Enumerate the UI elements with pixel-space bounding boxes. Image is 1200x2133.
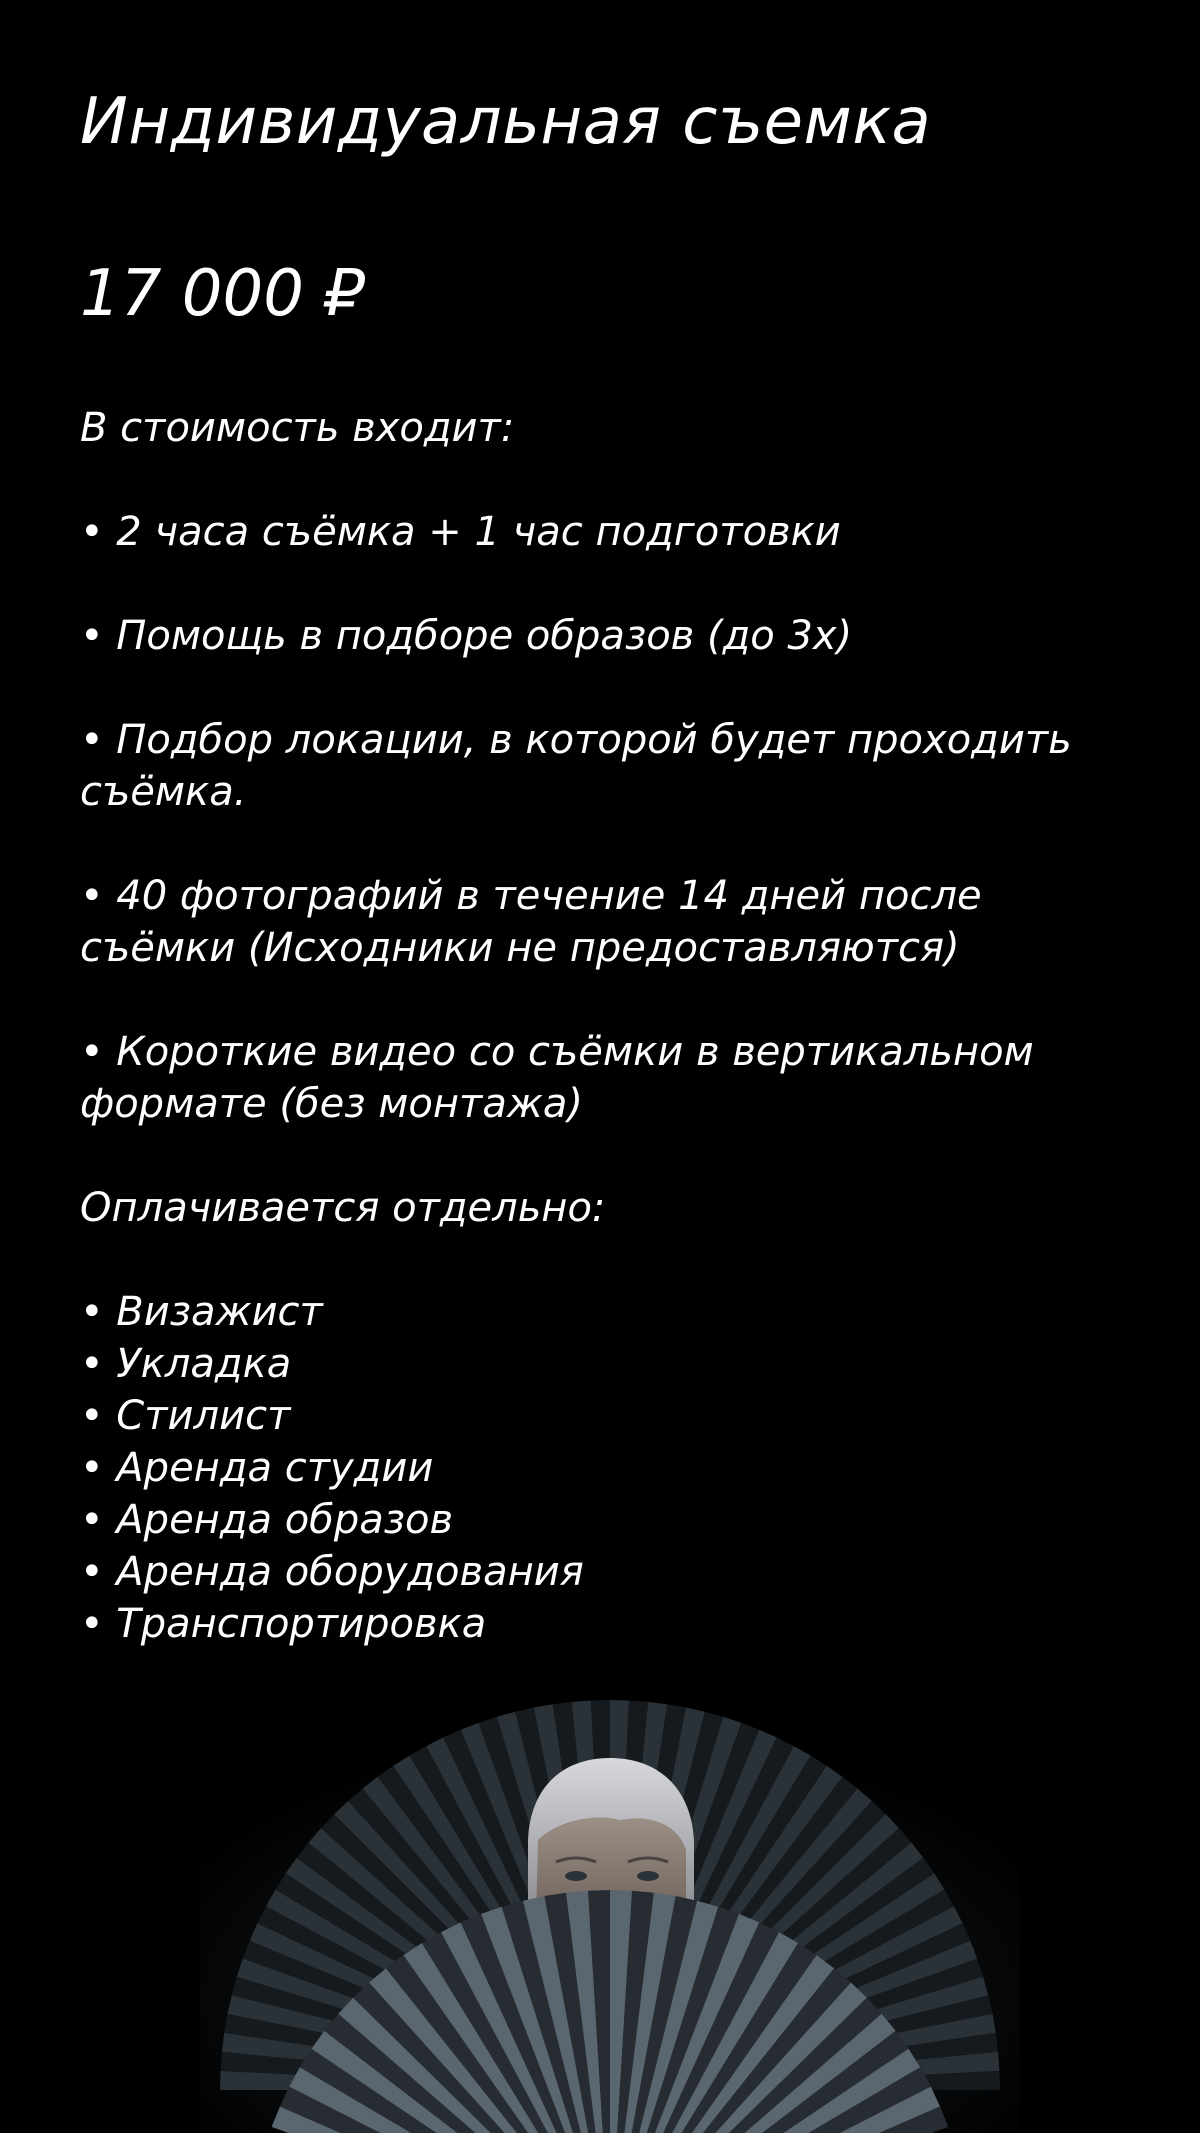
portrait-with-fan-image [200,1690,1020,2133]
offer-price: 17 000 ₽ [80,257,365,331]
extra-item: • Аренда студии [80,1445,434,1491]
included-item: • Помощь в подборе образов (до 3х) [80,613,853,659]
included-item: • Подбор локации, в которой будет проходить съёмка. [80,717,1072,815]
included-item: • 2 часа съёмка + 1 час подготовки [80,509,841,555]
extra-list [80,1286,1140,1650]
extra-item: • Аренда образов [80,1497,454,1543]
extra-item: • Транспортировка [80,1601,487,1647]
included-heading: В стоимость входит: [80,405,515,451]
pricing-content [80,84,1140,1650]
extra-item: • Аренда оборудования [80,1549,584,1595]
included-item: • Короткие видео со съёмки в вертикальном формате (без монтажа) [80,1029,1034,1127]
included-item: • 40 фотографий в течение 14 дней после съёмки (Исходники не предоставляются) [80,873,982,971]
extra-item: • Визажист [80,1289,323,1335]
extra-heading: Оплачивается отдельно: [80,1185,606,1231]
offer-title: Индивидуальная съемка [80,85,932,159]
extra-item: • Укладка [80,1341,292,1387]
included-list [80,506,1140,1130]
extra-item: • Стилист [80,1393,291,1439]
